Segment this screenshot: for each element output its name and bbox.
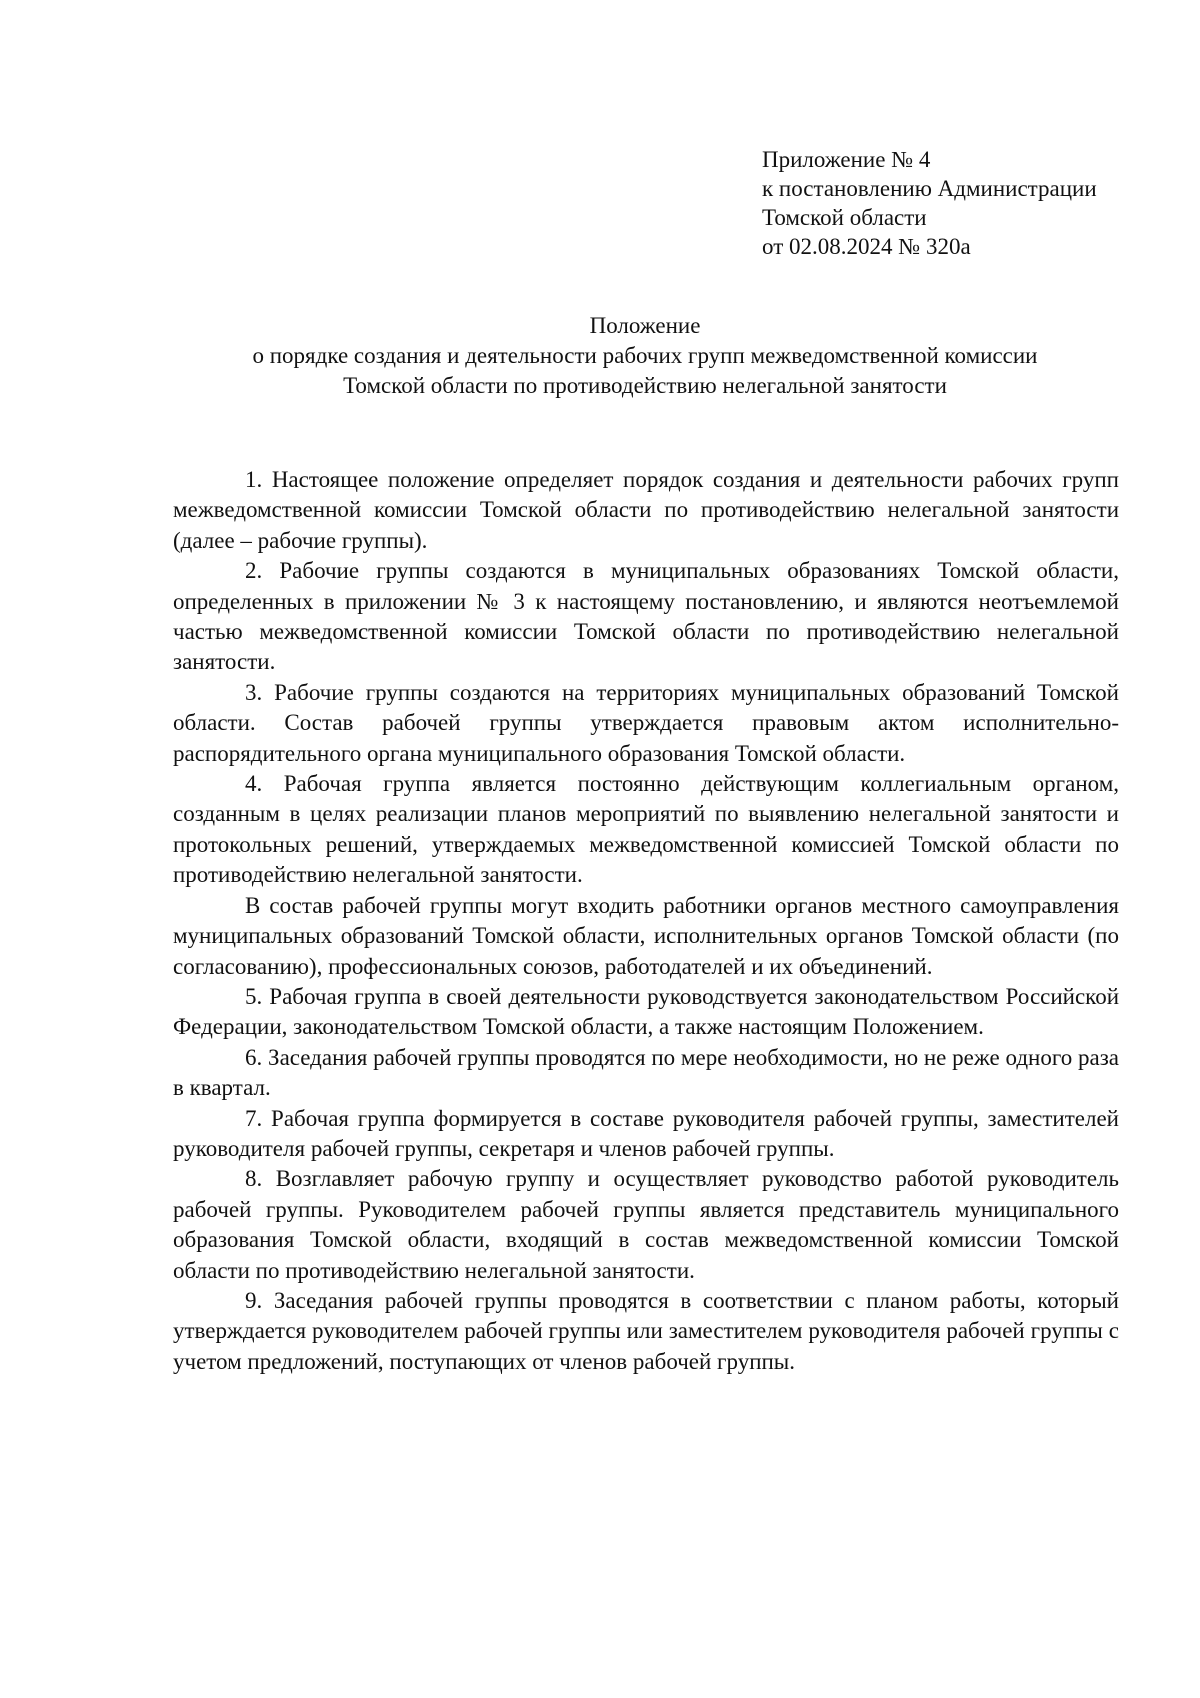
document-title <box>150 311 1140 401</box>
appendix-number: Приложение № 4 <box>762 147 931 172</box>
paragraph-7: 7. Рабочая группа формируется в составе руководителя рабочей группы, заместителей руководителя рабочей группы, секретаря и членов рабочей группы. <box>173 1105 1119 1161</box>
paragraph-2: 2. Рабочие группы создаются в муниципальных образованиях Томской области, определенных в приложении № 3 к настоящему постановлению, и являются неотъемлемой частью межведомственной комиссии Томской области по противодействию нелегальной занятости. <box>173 558 1119 675</box>
appendix-region: Томской области <box>762 205 927 230</box>
paragraph-6: 6. Заседания рабочей группы проводятся по мере необходимости, но не реже одного раза в квартал. <box>173 1044 1119 1101</box>
title-heading: Положение <box>589 313 701 338</box>
title-subtitle-line1: о порядке создания и деятельности рабочих групп межведомственной комиссии <box>252 343 1038 368</box>
paragraph-9: 9. Заседания рабочей группы проводятся в соответствии с планом работы, который утверждается руководителем рабочей группы или заместителем руководителя рабочей группы с учетом предложений, поступающих от членов рабочей группы. <box>173 1287 1119 1374</box>
paragraph-8: 8. Возглавляет рабочую группу и осуществляет руководство работой руководитель рабочей группы. Руководителем рабочей группы является представитель муниципального образования Томской области, входящий в состав межведомственной комиссии Томской области по противодействию нелегальной занятости. <box>173 1166 1119 1283</box>
document-body <box>173 465 1119 1377</box>
paragraph-1: 1. Настоящее положение определяет порядок создания и деятельности рабочих групп межведомственной комиссии Томской области по противодействию нелегальной занятости (далее – рабочие группы). <box>173 467 1119 553</box>
appendix-header <box>762 145 1162 261</box>
title-subtitle-line2: Томской области по противодействию нелегальной занятости <box>343 373 947 398</box>
paragraph-5: 5. Рабочая группа в своей деятельности руководствуется законодательством Российской Федерации, законодательством Томской области, а также настоящим Положением. <box>173 983 1119 1040</box>
appendix-resolution: к постановлению Администрации <box>762 176 1097 201</box>
paragraph-3: 3. Рабочие группы создаются на территориях муниципальных образований Томской области. Состав рабочей группы утверждается правовым актом исполнительно-распорядительного органа муниципального образования Томской области. <box>173 679 1119 766</box>
paragraph-4-continued: В состав рабочей группы могут входить работники органов местного самоуправления муниципальных образований Томской области, исполнительных органов Томской области (по согласованию), профессиональных союзов, работодателей и их объединений. <box>173 892 1119 979</box>
paragraph-4: 4. Рабочая группа является постоянно действующим коллегиальным органом, созданным в целях реализации планов мероприятий по выявлению нелегальной занятости и протокольных решений, утверждаемых межведомственной комиссией Томской области по противодействию нелегальной занятости. <box>173 771 1119 888</box>
appendix-date-number: от 02.08.2024 № 320а <box>762 234 971 259</box>
